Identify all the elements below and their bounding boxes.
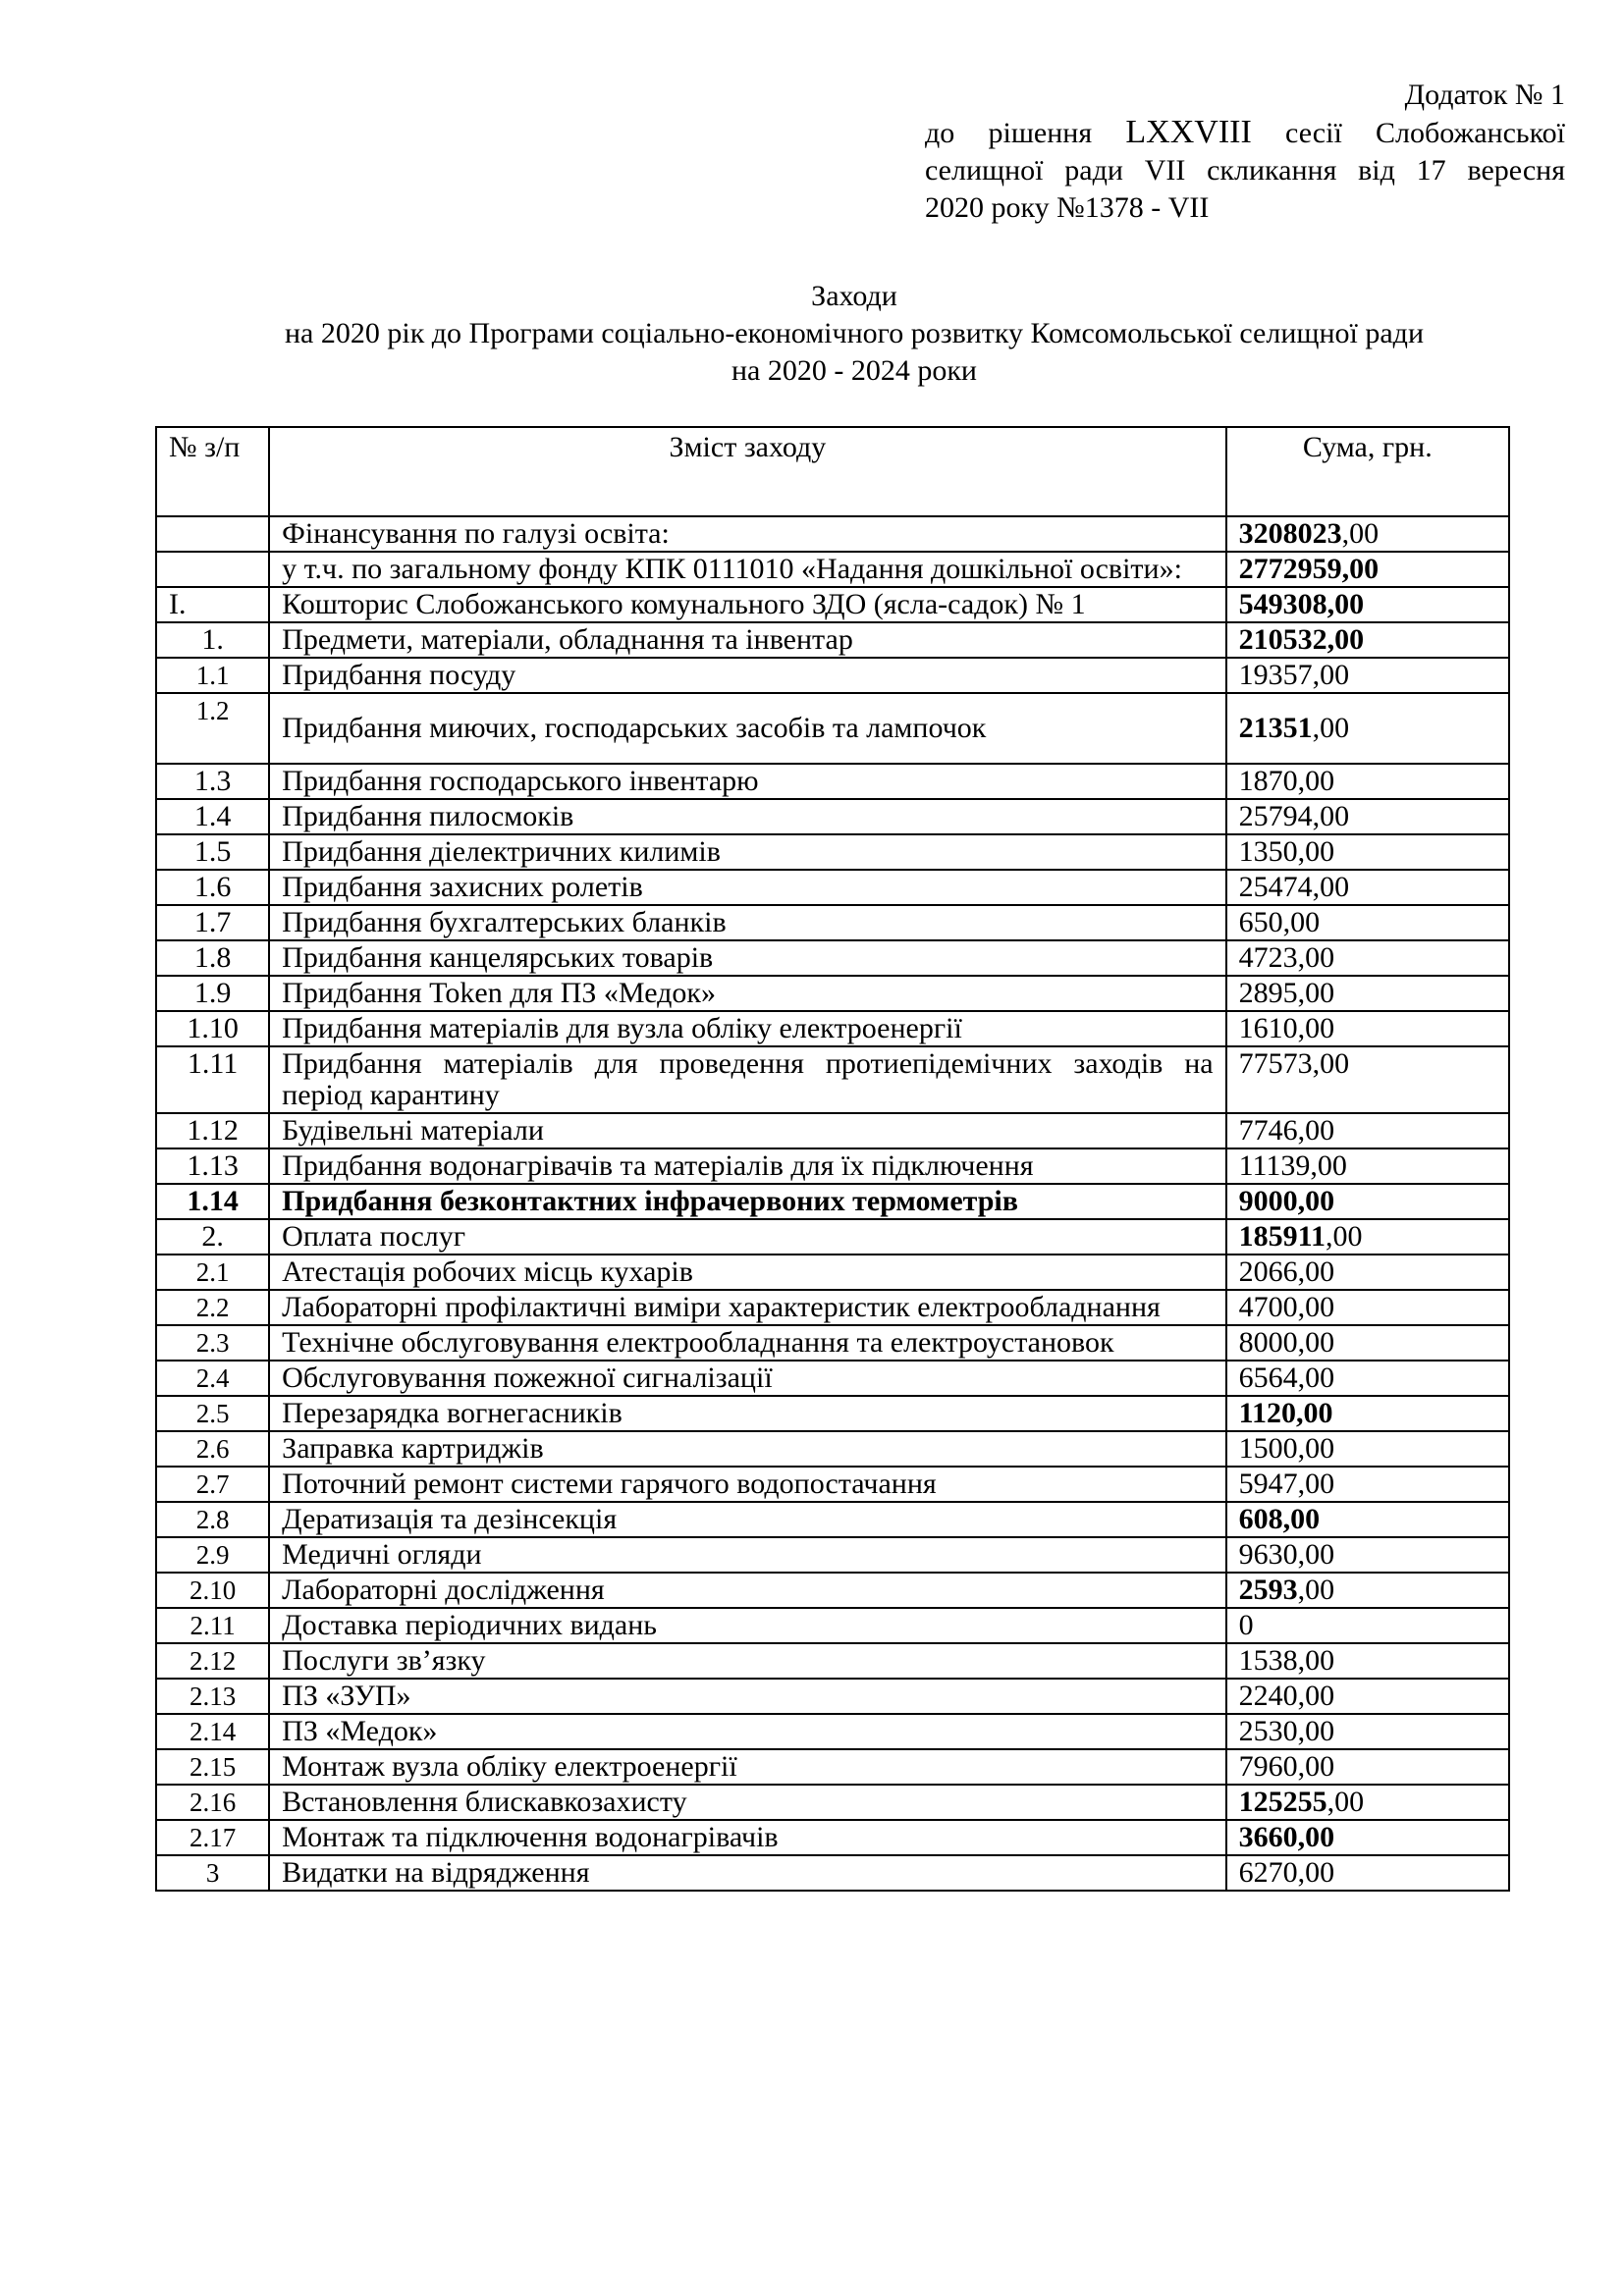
row-number	[156, 516, 269, 552]
row-sum-rest: 25474,00	[1238, 871, 1350, 903]
row-text: ПЗ «Медок»	[269, 1714, 1225, 1749]
row-number: 2.2	[156, 1290, 269, 1325]
row-sum-rest: 4700,00	[1238, 1291, 1335, 1323]
row-sum-rest: ,00	[1312, 712, 1350, 744]
row-sum-rest: 11139,00	[1238, 1149, 1347, 1182]
table-row	[156, 976, 1509, 1011]
row-number: 1.11	[156, 1046, 269, 1113]
table-row	[156, 1396, 1509, 1431]
table-row	[156, 1785, 1509, 1820]
table-row	[156, 1537, 1509, 1573]
document-title	[157, 278, 1551, 390]
row-sum-rest: ,00	[1326, 1786, 1365, 1818]
table-row	[156, 693, 1509, 764]
row-sum	[1226, 516, 1509, 552]
row-text: Доставка періодичних видань	[269, 1608, 1225, 1643]
row-sum	[1226, 1785, 1509, 1820]
row-number: 2.9	[156, 1537, 269, 1573]
row-sum-bold: 21351	[1238, 712, 1313, 744]
row-number: 2.12	[156, 1643, 269, 1679]
row-text: Заправка картриджів	[269, 1431, 1225, 1467]
table-row	[156, 1608, 1509, 1643]
row-sum-rest: 1538,00	[1238, 1644, 1335, 1677]
row-text: Перезарядка вогнегасників	[269, 1396, 1225, 1431]
row-text: Придбання посуду	[269, 658, 1225, 693]
row-sum	[1226, 1573, 1509, 1608]
row-text: Будівельні матеріали	[269, 1113, 1225, 1148]
row-text: Обслуговування пожежної сигналізації	[269, 1361, 1225, 1396]
row-sum	[1226, 1608, 1509, 1643]
row-text: Монтаж та підключення водонагрівачів	[269, 1820, 1225, 1855]
row-text: Придбання канцелярських товарів	[269, 940, 1225, 976]
annex-date-line: 2020 року №1378 - VII	[925, 191, 1210, 224]
row-text: Придбання діелектричних килимів	[269, 834, 1225, 870]
row-sum-bold: 3208023	[1238, 517, 1342, 550]
row-sum	[1226, 1714, 1509, 1749]
row-number: 1.14	[156, 1184, 269, 1219]
table-row	[156, 870, 1509, 905]
table-row	[156, 834, 1509, 870]
row-sum	[1226, 1148, 1509, 1184]
row-text: Медичні огляди	[269, 1537, 1225, 1573]
row-text: Встановлення блискавкозахисту	[269, 1785, 1225, 1820]
row-sum	[1226, 1643, 1509, 1679]
row-number: 1.3	[156, 764, 269, 799]
row-sum	[1226, 764, 1509, 799]
row-sum-rest: 1350,00	[1238, 835, 1335, 868]
table-row	[156, 1361, 1509, 1396]
table-row	[156, 1714, 1509, 1749]
table-row	[156, 1643, 1509, 1679]
table-row	[156, 1255, 1509, 1290]
row-number: 1.5	[156, 834, 269, 870]
table-row	[156, 1820, 1509, 1855]
table-row	[156, 799, 1509, 834]
row-number: 1.1	[156, 658, 269, 693]
row-text: Придбання Token для ПЗ «Медок»	[269, 976, 1225, 1011]
row-number: 2.7	[156, 1467, 269, 1502]
row-sum-rest: 2530,00	[1238, 1715, 1335, 1747]
row-sum-rest: 1870,00	[1238, 765, 1335, 797]
row-number: 2.3	[156, 1325, 269, 1361]
row-text: ПЗ «ЗУП»	[269, 1679, 1225, 1714]
table-row	[156, 1325, 1509, 1361]
row-sum-rest: 6270,00	[1238, 1856, 1335, 1889]
row-sum-rest: ,00	[1325, 1220, 1363, 1253]
row-text: Лабораторні дослідження	[269, 1573, 1225, 1608]
row-sum-bold: 2772959,00	[1238, 553, 1380, 585]
row-sum-rest: 8000,00	[1238, 1326, 1335, 1359]
row-text: Придбання безконтактних інфрачервоних термометрів	[269, 1184, 1225, 1219]
row-sum	[1226, 622, 1509, 658]
row-text: Послуги зв’язку	[269, 1643, 1225, 1679]
row-sum	[1226, 1749, 1509, 1785]
row-text: Кошторис Слобожанського комунального ЗДО (ясла-садок) № 1	[269, 587, 1225, 622]
row-text: Придбання матеріалів для проведення протиепідемічних заходів на період карантину	[269, 1046, 1225, 1113]
row-number: 2.4	[156, 1361, 269, 1396]
row-text: Оплата послуг	[269, 1219, 1225, 1255]
row-sum	[1226, 1184, 1509, 1219]
row-text: Фінансування по галузі освіта:	[269, 516, 1225, 552]
row-sum-rest: 4723,00	[1238, 941, 1335, 974]
row-text: Технічне обслуговування електрообладнання та електроустановок	[269, 1325, 1225, 1361]
annex-decision-prefix: до рішення	[925, 117, 1093, 149]
row-number: 2.10	[156, 1573, 269, 1608]
row-sum	[1226, 1396, 1509, 1431]
table-row	[156, 1431, 1509, 1467]
table-row	[156, 1855, 1509, 1891]
row-number: 2.6	[156, 1431, 269, 1467]
row-text: Дератизація та дезінсекція	[269, 1502, 1225, 1537]
row-text: Придбання матеріалів для вузла обліку електроенергії	[269, 1011, 1225, 1046]
row-sum-rest: 77573,00	[1238, 1047, 1350, 1080]
row-sum-rest: 2895,00	[1238, 977, 1335, 1009]
row-sum	[1226, 693, 1509, 764]
annex-decision-suffix: сесії Слобожанської	[1285, 117, 1565, 149]
row-number: 1.8	[156, 940, 269, 976]
annex-number: Додаток № 1	[1404, 79, 1565, 111]
row-number: 2.14	[156, 1714, 269, 1749]
row-number: 2.1	[156, 1255, 269, 1290]
row-sum-bold: 185911	[1238, 1220, 1326, 1253]
row-sum	[1226, 1219, 1509, 1255]
header-sum: Сума, грн.	[1226, 427, 1509, 516]
row-text: Придбання пилосмоків	[269, 799, 1225, 834]
row-sum	[1226, 1255, 1509, 1290]
row-sum-rest: 9630,00	[1238, 1538, 1335, 1571]
row-sum	[1226, 587, 1509, 622]
row-sum-rest: 5947,00	[1238, 1468, 1335, 1500]
row-sum	[1226, 552, 1509, 587]
header-number: № з/п	[156, 427, 269, 516]
table-row	[156, 1290, 1509, 1325]
table-row	[156, 1113, 1509, 1148]
row-sum-rest: 2066,00	[1238, 1255, 1335, 1288]
table-row-highlighted	[156, 1184, 1509, 1219]
row-sum-bold: 608,00	[1238, 1503, 1321, 1535]
row-number: 2.15	[156, 1749, 269, 1785]
row-sum-rest: 1500,00	[1238, 1432, 1335, 1465]
row-sum	[1226, 1113, 1509, 1148]
row-sum-rest: 6564,00	[1238, 1362, 1335, 1394]
row-sum-rest: 1610,00	[1238, 1012, 1335, 1044]
row-sum-rest: 650,00	[1238, 906, 1321, 938]
annex-decision-line	[925, 114, 1565, 152]
row-sum-rest: 0	[1238, 1609, 1254, 1641]
row-sum-rest: ,00	[1297, 1574, 1335, 1606]
table-row	[156, 516, 1509, 552]
row-number: 1.10	[156, 1011, 269, 1046]
row-text: Придбання водонагрівачів та матеріалів для їх підключення	[269, 1148, 1225, 1184]
table-row	[156, 1046, 1509, 1113]
row-sum	[1226, 834, 1509, 870]
row-sum-rest: ,00	[1341, 517, 1380, 550]
row-number: 1.7	[156, 905, 269, 940]
row-number: 1.2	[156, 693, 269, 764]
row-sum-rest: 19357,00	[1238, 659, 1350, 691]
row-sum	[1226, 1046, 1509, 1113]
row-number: 2.	[156, 1219, 269, 1255]
table-header-row	[156, 427, 1509, 516]
row-number: 1.12	[156, 1113, 269, 1148]
row-sum	[1226, 799, 1509, 834]
row-text: Придбання захисних ролетів	[269, 870, 1225, 905]
row-text: Видатки на відрядження	[269, 1855, 1225, 1891]
row-sum-rest: 25794,00	[1238, 800, 1350, 832]
table-row	[156, 587, 1509, 622]
table-row	[156, 940, 1509, 976]
row-number: 1.13	[156, 1148, 269, 1184]
row-sum	[1226, 940, 1509, 976]
row-sum	[1226, 1431, 1509, 1467]
row-sum-bold: 9000,00	[1238, 1185, 1335, 1217]
row-number: 3	[156, 1855, 269, 1891]
table-row	[156, 1502, 1509, 1537]
table-row	[156, 1148, 1509, 1184]
row-number: 2.13	[156, 1679, 269, 1714]
row-sum-rest: 2240,00	[1238, 1680, 1335, 1712]
annex-council-line: селищної ради VII скликання від 17 вересня	[925, 154, 1565, 187]
table-row	[156, 552, 1509, 587]
annex-block	[925, 77, 1565, 227]
row-sum	[1226, 1820, 1509, 1855]
row-sum-bold: 1120,00	[1238, 1397, 1333, 1429]
row-number: 1.6	[156, 870, 269, 905]
table-row	[156, 1011, 1509, 1046]
row-sum	[1226, 1537, 1509, 1573]
row-sum	[1226, 905, 1509, 940]
annex-session-number: LXXVIII	[1125, 114, 1252, 150]
row-sum	[1226, 1011, 1509, 1046]
row-sum	[1226, 1325, 1509, 1361]
table-row	[156, 1679, 1509, 1714]
row-text: Лабораторні профілактичні виміри характеристик електрообладнання	[269, 1290, 1225, 1325]
table-row	[156, 1573, 1509, 1608]
row-number: I.	[156, 587, 269, 622]
row-number: 2.5	[156, 1396, 269, 1431]
row-number: 1.9	[156, 976, 269, 1011]
row-sum	[1226, 1361, 1509, 1396]
row-number	[156, 552, 269, 587]
row-sum-bold: 549308,00	[1238, 588, 1365, 620]
table-row	[156, 1749, 1509, 1785]
title-line-2: на 2020 рік до Програми соціально-економічного розвитку Комсомольської селищної ради	[285, 317, 1424, 349]
title-line-3: на 2020 - 2024 роки	[731, 354, 977, 387]
table-row	[156, 622, 1509, 658]
row-text: Атестація робочих місць кухарів	[269, 1255, 1225, 1290]
row-text: Придбання господарського інвентарю	[269, 764, 1225, 799]
table-row	[156, 764, 1509, 799]
row-sum-bold: 2593	[1238, 1574, 1298, 1606]
row-sum	[1226, 1290, 1509, 1325]
row-sum	[1226, 658, 1509, 693]
row-number: 1.	[156, 622, 269, 658]
table-row	[156, 905, 1509, 940]
row-sum-bold: 210532,00	[1238, 623, 1365, 656]
row-sum	[1226, 1502, 1509, 1537]
header-content: Зміст заходу	[269, 427, 1225, 516]
row-sum	[1226, 870, 1509, 905]
row-text: Предмети, матеріали, обладнання та інвентар	[269, 622, 1225, 658]
row-sum	[1226, 1679, 1509, 1714]
row-number: 1.4	[156, 799, 269, 834]
row-sum	[1226, 1855, 1509, 1891]
row-text: Придбання миючих, господарських засобів та лампочок	[269, 693, 1225, 764]
table-row	[156, 1219, 1509, 1255]
row-number: 2.17	[156, 1820, 269, 1855]
row-number: 2.11	[156, 1608, 269, 1643]
title-line-1: Заходи	[811, 280, 897, 312]
table-row	[156, 1467, 1509, 1502]
row-number: 2.16	[156, 1785, 269, 1820]
row-text: Придбання бухгалтерських бланків	[269, 905, 1225, 940]
row-sum-rest: 7960,00	[1238, 1750, 1335, 1783]
row-text: Монтаж вузла обліку електроенергії	[269, 1749, 1225, 1785]
row-sum-bold: 125255	[1238, 1786, 1327, 1818]
row-sum-rest: 7746,00	[1238, 1114, 1335, 1147]
row-number: 2.8	[156, 1502, 269, 1537]
row-sum	[1226, 1467, 1509, 1502]
table-row	[156, 658, 1509, 693]
row-text: у т.ч. по загальному фонду КПК 0111010 «Надання дошкільної освіти»:	[269, 552, 1225, 587]
row-text: Поточний ремонт системи гарячого водопостачання	[269, 1467, 1225, 1502]
row-sum-bold: 3660,00	[1238, 1821, 1335, 1853]
row-sum	[1226, 976, 1509, 1011]
measures-table	[155, 426, 1510, 1892]
